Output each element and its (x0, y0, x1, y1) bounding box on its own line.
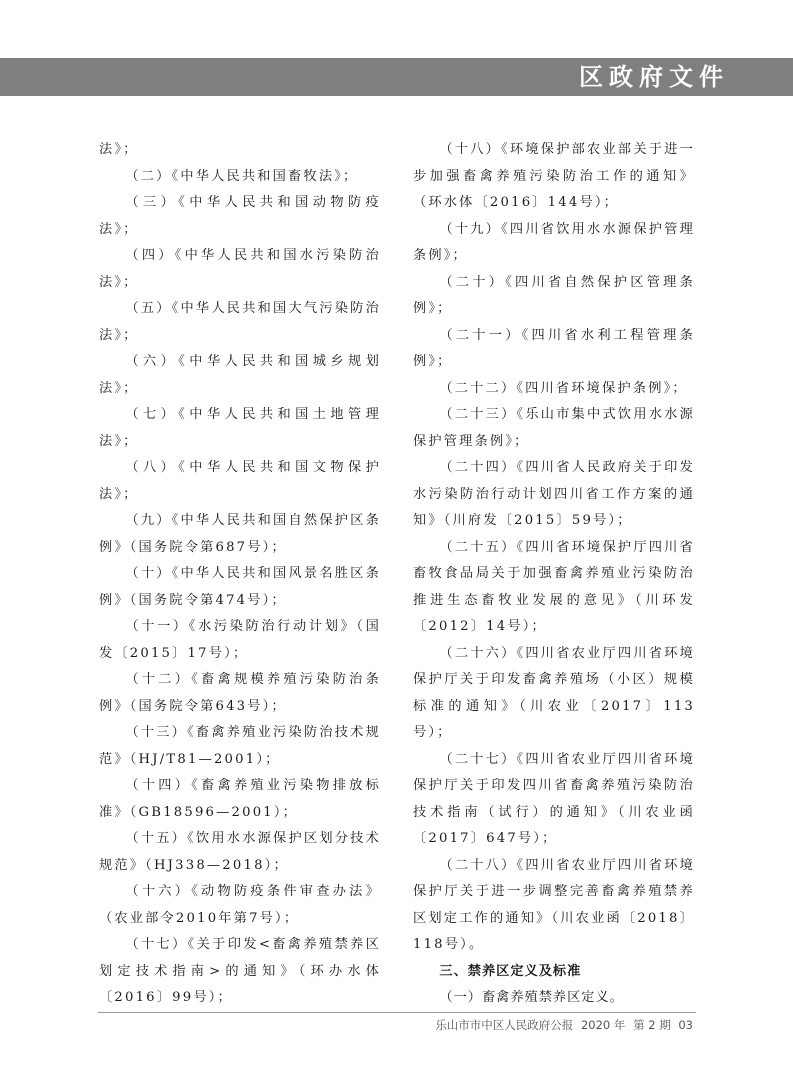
left-column (99, 137, 381, 1012)
paragraph: （二十一）《四川省水利工程管理条例》； (413, 327, 695, 369)
paragraph: （二十八）《四川省农业厅四川省环境保护厅关于进一步调整完善畜禽养殖禁养区划定工作的通知》（川农业函〔2018〕118号）。 (413, 857, 695, 952)
paragraph: （二十二）《四川省环境保护条例》； (439, 380, 688, 396)
right-column (413, 137, 695, 1012)
section-heading: 三、禁养区定义及标准 (439, 963, 582, 979)
paragraph: 法》； (99, 142, 139, 157)
paragraph: （二十三）《乐山市集中式饮用水水源保护管理条例》； (413, 407, 695, 449)
paragraph: （七）《中华人民共和国土地管理法》； (99, 407, 381, 449)
section-title: 区政府文件 (579, 63, 729, 91)
paragraph: （六）《中华人民共和国城乡规划法》； (99, 354, 381, 396)
paragraph: （二）《中华人民共和国畜牧法》； (125, 168, 359, 184)
paragraph: （二十）《四川省自然保护区管理条例》； (413, 274, 695, 316)
paragraph: （十六）《动物防疫条件审查办法》（农业部令2010年第7号）； (99, 884, 381, 926)
paragraph: （九）《中华人民共和国自然保护区条例》（国务院令第687号）； (99, 513, 381, 555)
paragraph: （十七）《关于印发<畜禽养殖禁养区划定技术指南>的通知》（环办水体〔2016〕99号）； (99, 937, 381, 1005)
paragraph: （八）《中华人民共和国文物保护法》； (99, 460, 381, 502)
paragraph: （十五）《饮用水水源保护区划分技术规范》（HJ338—2018）； (99, 831, 381, 873)
paragraph: （二十四）《四川省人民政府关于印发水污染防治行动计划四川省工作方案的通知》（川府发〔2015〕59号）； (413, 460, 695, 528)
paragraph: （四）《中华人民共和国水污染防治法》； (99, 248, 381, 290)
paragraph: （十）《中华人民共和国风景名胜区条例》（国务院令第474号）； (99, 566, 381, 608)
footer-issue: 第 2 期 (633, 1018, 671, 1032)
paragraph: （十三）《畜禽养殖业污染防治技术规范》（HJ/T81—2001）； (99, 725, 381, 767)
footer-year: 2020 年 (580, 1018, 626, 1032)
subsection-heading: （一）畜禽养殖禁养区定义。 (439, 990, 624, 1005)
page-number: 03 (678, 1018, 693, 1032)
paragraph: （十一）《水污染防治行动计划》（国发〔2015〕17号）； (99, 619, 381, 661)
footer-publication: 乐山市市中区人民政府公报 (435, 1018, 574, 1032)
paragraph: （二十七）《四川省农业厅四川省环境保护厅关于印发四川省畜禽养殖污染防治技术指南（试行）的通知》（川农业函〔2017〕647号）； (413, 751, 695, 846)
paragraph: （二十五）《四川省环境保护厅四川省畜牧食品局关于加强畜禽养殖业污染防治推进生态畜牧业发展的意见》（川环发〔2012〕14号）； (413, 539, 695, 634)
header-banner (0, 58, 793, 96)
footer (431, 1017, 693, 1033)
footer-divider (98, 1012, 696, 1013)
paragraph: （十四）《畜禽养殖业污染物排放标准》（GB18596—2001）； (99, 778, 381, 820)
paragraph: （十八）《环境保护部农业部关于进一步加强畜禽养殖污染防治工作的通知》（环水体〔2016〕144号）； (413, 142, 695, 210)
paragraph: （十九）《四川省饮用水水源保护管理条例》； (413, 221, 695, 263)
paragraph: （五）《中华人民共和国大气污染防治法》； (99, 301, 381, 343)
paragraph: （二十六）《四川省农业厅四川省环境保护厅关于印发畜禽养殖场（小区）规模标准的通知》（川农业〔2017〕113号）； (413, 645, 695, 740)
paragraph: （三）《中华人民共和国动物防疫法》； (99, 195, 381, 237)
paragraph: （十二）《畜禽规模养殖污染防治条例》（国务院令第643号）； (99, 672, 381, 714)
